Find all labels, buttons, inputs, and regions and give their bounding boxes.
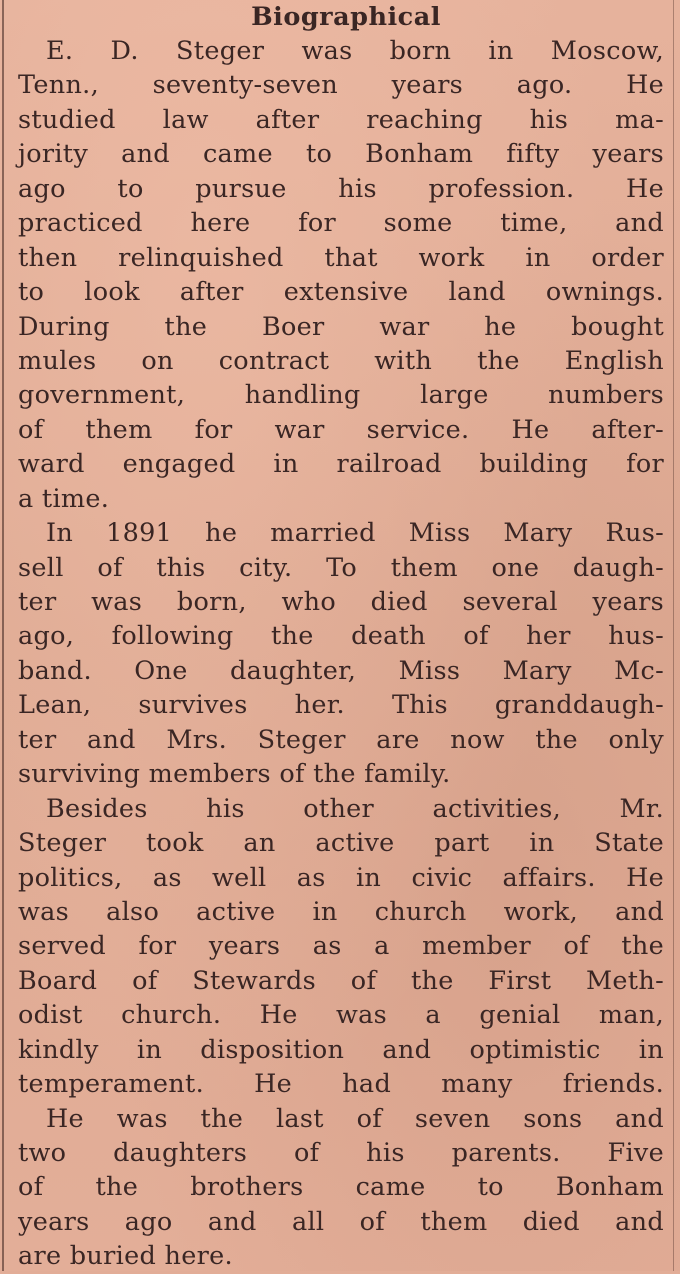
- text-line: band. One daughter, Miss Mary Mc-: [18, 655, 664, 686]
- text-line: politics, as well as in civic affairs. He: [18, 862, 664, 893]
- text-line: are buried here.: [18, 1241, 233, 1272]
- article-heading: Biographical: [251, 2, 441, 32]
- text-line: Board of Stewards of the First Meth-: [18, 965, 664, 996]
- paragraph-2: [18, 516, 664, 792]
- text-line: ter and Mrs. Steger are now the only: [18, 724, 664, 755]
- text-line: of the brothers came to Bonham: [18, 1172, 664, 1203]
- text-line: In 1891 he married Miss Mary Rus-: [46, 518, 664, 549]
- text-line: surviving members of the family.: [18, 759, 451, 790]
- text-line: Lean, survives her. This granddaugh-: [18, 690, 664, 721]
- paragraph-3: [18, 792, 664, 1102]
- text-line: ago, following the death of her hus-: [18, 621, 664, 652]
- text-line: two daughters of his parents. Five: [18, 1138, 664, 1168]
- text-line: kindly in disposition and optimistic in: [18, 1034, 664, 1065]
- text-line: a time.: [18, 483, 110, 514]
- paragraph-1: [18, 34, 664, 516]
- paragraph-4: [18, 1102, 664, 1274]
- text-line: ago to pursue his profession. He: [18, 173, 664, 204]
- column-rule-right: [673, 0, 674, 1271]
- text-line: Steger took an active part in State: [18, 828, 664, 859]
- text-line: Tenn., seventy-seven years ago. He: [18, 70, 664, 101]
- text-line: E. D. Steger was born in Moscow,: [46, 36, 664, 66]
- text-line: studied law after reaching his ma-: [18, 104, 664, 135]
- text-line: During the Boer war he bought: [18, 311, 664, 342]
- text-line: ter was born, who died several years: [18, 587, 664, 617]
- text-line: mules on contract with the English: [18, 345, 664, 376]
- text-line: served for years as a member of the: [18, 931, 664, 962]
- column-rule-left: [2, 0, 4, 1271]
- text-line: He was the last of seven sons and: [46, 1103, 664, 1134]
- text-line: sell of this city. To them one daugh-: [18, 552, 664, 583]
- article-column: [18, 0, 664, 1274]
- text-line: jority and came to Bonham fifty years: [18, 139, 664, 170]
- text-line: to look after extensive land ownings.: [18, 277, 664, 308]
- text-line: government, handling large numbers: [18, 380, 664, 411]
- text-line: temperament. He had many friends.: [18, 1069, 664, 1100]
- text-line: was also active in church work, and: [18, 896, 664, 927]
- text-line: years ago and all of them died and: [18, 1206, 664, 1237]
- text-line: ward engaged in railroad building for: [18, 449, 664, 480]
- text-line: practiced here for some time, and: [18, 208, 664, 239]
- text-line: of them for war service. He after-: [18, 414, 664, 445]
- text-line: odist church. He was a genial man,: [18, 1000, 664, 1031]
- text-line: then relinquished that work in order: [18, 242, 664, 273]
- text-line: Besides his other activities, Mr.: [46, 793, 664, 824]
